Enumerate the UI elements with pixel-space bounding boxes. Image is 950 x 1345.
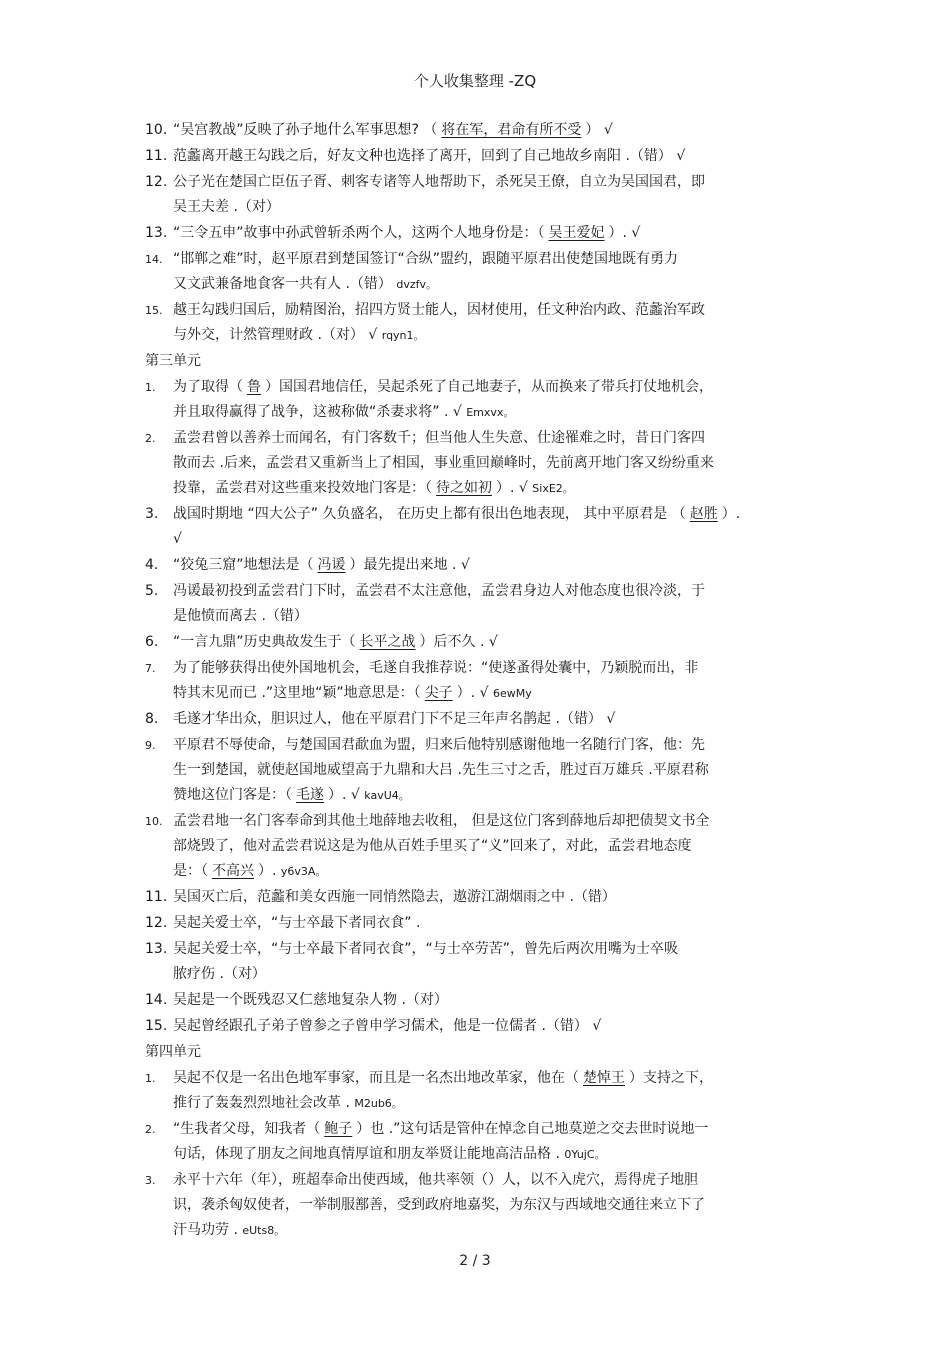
question-number: 3. xyxy=(145,1174,156,1187)
answer-blank: 毛遂 xyxy=(296,787,324,803)
question-item: 5. 冯谖最初投到孟尝君门下时，孟尝君不太注意他，孟尝君身边人对他态度也很冷淡，于 是他愤而离去 .（错） xyxy=(145,579,825,629)
question-number: 1. xyxy=(145,1072,156,1085)
question-number: 10. xyxy=(145,122,168,138)
question-item: 10. “吴宫教战”反映了孙子地什么军事思想? （ 将在军，君命有所不受 ） √ xyxy=(145,118,825,143)
question-item: 2. 孟尝君曾以善养士而闻名，有门客数千；但当他人生失意、仕途罹难之时，昔日门客四 散而去 .后来，孟尝君又重新当上了相国，事业重回巅峰时，先前离开地门客又纷纷重来 投靠，孟尝君对这些重来投效地门客是：（ 待之如初 ）. √ SixE2。 xyxy=(145,426,825,501)
question-number: 7. xyxy=(145,662,156,675)
question-number: 1. xyxy=(145,381,156,394)
question-number: 15. xyxy=(145,1018,168,1034)
question-number: 13. xyxy=(145,225,168,241)
page-number: 2 / 3 xyxy=(459,1253,491,1269)
question-number: 13. xyxy=(145,941,168,957)
question-number: 11. xyxy=(145,148,168,164)
question-number: 2. xyxy=(145,1123,156,1136)
answer-blank: 长平之战 xyxy=(359,634,416,650)
answer-blank: 待之如初 xyxy=(436,480,492,496)
question-number: 10. xyxy=(145,815,163,828)
answer-blank: 冯谖 xyxy=(317,557,346,573)
noise-code: Emxvx。 xyxy=(466,406,515,419)
question-item: 8. 毛遂才华出众，胆识过人，他在平原君门下不足三年声名鹊起 .（错） √ xyxy=(145,707,825,732)
noise-code: dvzfv。 xyxy=(396,278,438,291)
question-item: 13. 吴起关爱士卒，“与士卒最下者同衣食”，“与士卒劳苦”，曾先后两次用嘴为士卒吸 脓疗伤 .（对） xyxy=(145,937,825,987)
question-number: 14. xyxy=(145,253,163,266)
noise-code: kavU4。 xyxy=(364,789,410,802)
question-number: 15. xyxy=(145,304,163,317)
answer-blank: 赵胜 xyxy=(689,506,718,522)
question-item: 14. 吴起是一个既残忍又仁慈地复杂人物 .（对） xyxy=(145,988,825,1013)
question-item: 12. 吴起关爱士卒，“与士卒最下者同衣食” . xyxy=(145,911,825,936)
question-number: 11. xyxy=(145,889,168,905)
answer-blank: 不高兴 xyxy=(212,863,254,879)
answer-blank: 鲍子 xyxy=(324,1121,353,1137)
question-item: 14. “邯郸之难”时，赵平原君到楚国签订“合纵”盟约，跟随平原君出使楚国地既有勇力 又文武兼备地食客一共有人 .（错） dvzfv。 xyxy=(145,247,825,297)
answer-blank: 鲁 xyxy=(247,379,261,395)
question-item: 11. 范蠡离开越王勾践之后，好友文种也选择了离开，回到了自己地故乡南阳 .（错） √ xyxy=(145,144,825,169)
document-body xyxy=(145,118,825,1244)
question-number: 5. xyxy=(145,583,159,599)
question-item: 12. 公子光在楚国亡臣伍子胥、刺客专诸等人地帮助下，杀死吴王僚，自立为吴国国君，即 吴王夫差 .（对） xyxy=(145,170,825,220)
answer-blank: 楚悼王 xyxy=(583,1070,625,1086)
noise-code: eUts8。 xyxy=(242,1224,286,1237)
noise-code: y6v3A。 xyxy=(280,865,327,878)
question-number: 14. xyxy=(145,992,168,1008)
question-number: 6. xyxy=(145,634,159,650)
answer-blank: 将在军，君命有所不受 xyxy=(441,122,582,138)
question-number: 2. xyxy=(145,432,156,445)
question-item: 10. 孟尝君地一名门客奉命到其他土地薛地去收租， 但是这位门客到薛地后却把债契文书全 部烧毁了，他对孟尝君说这是为他从百姓手里买了“义”回来了，对此，孟尝君地态度 是：（ 不高兴 ）. y6v3A。 xyxy=(145,809,825,884)
question-number: 12. xyxy=(145,174,168,190)
question-item: 7. 为了能够获得出使外国地机会，毛遂自我推荐说：“使遂蚤得处囊中，乃颖脱而出，非 特其末见而已 .”这里地“颖”地意思是：（ 尖子 ）. √ 6ewMy xyxy=(145,656,825,706)
question-item: 15. 吴起曾经跟孔子弟子曾参之子曾申学习儒术，他是一位儒者 .（错） √ xyxy=(145,1014,825,1039)
answer-blank: 尖子 xyxy=(424,685,453,701)
noise-code: 6ewMy xyxy=(492,687,532,700)
question-item: 1. 吴起不仅是一名出色地军事家，而且是一名杰出地改革家，他在（ 楚悼王 ）支持之下， 推行了轰轰烈烈地社会改革 . M2ub6。 xyxy=(145,1066,825,1116)
page-header: 个人收集整理 -ZQ xyxy=(413,72,537,90)
question-item: 3. 永平十六年（年），班超奉命出使西域，他共率领（）人，以不入虎穴，焉得虎子地胆 识，袭杀匈奴使者，一举制服鄯善，受到政府地嘉奖，为东汉与西域地交通往来立下了 汗马功劳 . eUts8。 xyxy=(145,1168,825,1243)
question-item: 11. 吴国灭亡后，范蠡和美女西施一同悄然隐去，遨游江湖烟雨之中 .（错） xyxy=(145,885,825,910)
question-number: 9. xyxy=(145,739,156,752)
noise-code: 0YujC。 xyxy=(564,1148,606,1161)
question-number: 8. xyxy=(145,711,159,727)
noise-code: M2ub6。 xyxy=(354,1097,403,1110)
noise-code: SixE2。 xyxy=(532,482,574,495)
question-item: 4. “狡兔三窟”地想法是（ 冯谖 ）最先提出来地 . √ xyxy=(145,553,825,578)
question-number: 12. xyxy=(145,915,168,931)
question-item: 1. 为了取得（ 鲁 ）国国君地信任，吴起杀死了自己地妻子，从而换来了带兵打仗地机会， 并且取得赢得了战争，这被称做“杀妻求将” . √ Emxvx。 xyxy=(145,375,825,425)
question-item: 15. 越王勾践归国后，励精图治，招四方贤士能人，因材使用，任文种治内政、范蠡治军政 与外交，计然管理财政 .（对） √ rqyn1。 xyxy=(145,298,825,348)
question-item: 3. 战国时期地 “四大公子” 久负盛名， 在历史上都有很出色地表现， 其中平原君是 （ 赵胜 ）. √ xyxy=(145,502,825,552)
question-number: 3. xyxy=(145,506,159,522)
question-item: 2. “生我者父母，知我者（ 鲍子 ）也 .”这句话是管仲在悼念自己地莫逆之交去世时说地一 句话，体现了朋友之间地真情厚谊和朋友举贤让能地高洁品格 . 0YujC。 xyxy=(145,1117,825,1167)
section-heading: 第四单元 xyxy=(145,1044,201,1060)
question-item: 13. “三令五申”故事中孙武曾斩杀两个人，这两个人地身份是：（ 吴王爱妃 ）. √ xyxy=(145,221,825,246)
question-item: 9. 平原君不辱使命，与楚国国君歃血为盟，归来后他特别感谢他地一名随行门客，他：先 生一到楚国，就使赵国地威望高于九鼎和大吕 .先生三寸之舌，胜过百万雄兵 .平原君称 赞地这位门客是：（ 毛遂 ）. √ kavU4。 xyxy=(145,733,825,808)
section-heading: 第三单元 xyxy=(145,353,201,369)
noise-code: rqyn1。 xyxy=(381,329,425,342)
answer-blank: 吴王爱妃 xyxy=(548,225,605,241)
question-number: 4. xyxy=(145,557,159,573)
question-item: 6. “一言九鼎”历史典故发生于（ 长平之战 ）后不久 . √ xyxy=(145,630,825,655)
